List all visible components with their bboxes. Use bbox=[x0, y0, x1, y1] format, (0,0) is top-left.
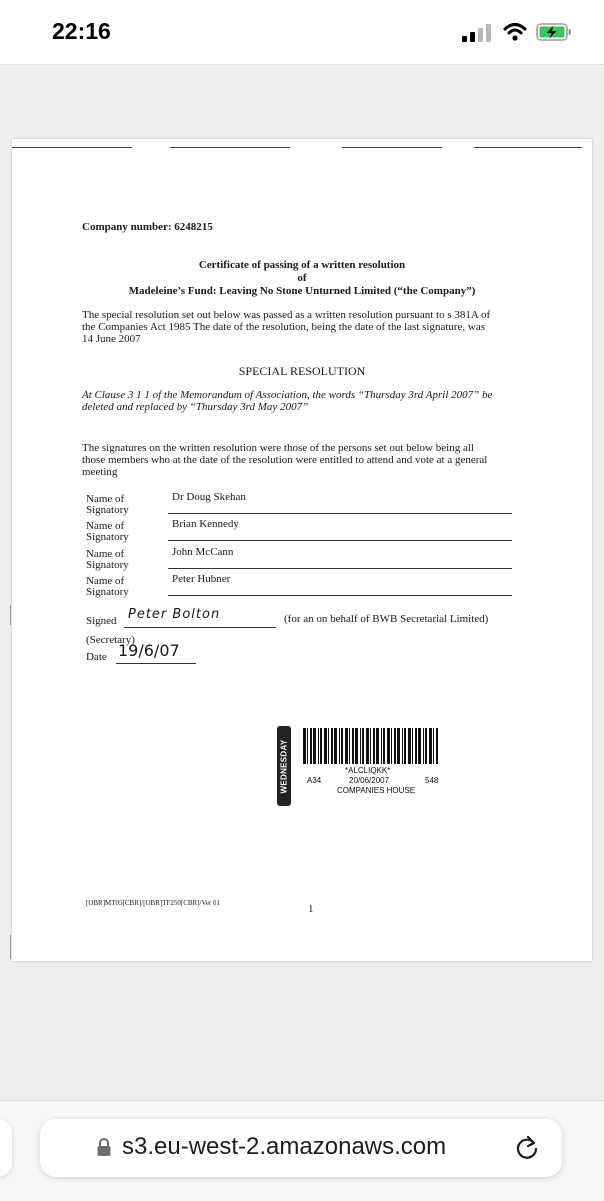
scan-top-line bbox=[474, 147, 582, 148]
barcode-bar bbox=[310, 728, 312, 764]
signatory-name: John McCann bbox=[172, 546, 234, 558]
barcode-bar bbox=[349, 728, 350, 764]
url-text[interactable]: s3.eu-west-2.amazonaws.com bbox=[122, 1133, 447, 1160]
address-bar[interactable] bbox=[40, 1119, 562, 1177]
barcode-bar bbox=[313, 728, 316, 764]
barcode-bar bbox=[334, 728, 337, 764]
barcode-bar bbox=[429, 728, 432, 764]
signatures-intro: The signatures on the written resolution were those of the persons set out below being all bbox=[82, 442, 474, 454]
companies-house-stamp bbox=[277, 724, 447, 814]
resolution-text: At Clause 3 1 1 of the Memorandum of Association, the words “Thursday 3rd April 2007” be bbox=[82, 389, 493, 401]
page-number: 1 bbox=[308, 903, 314, 915]
barcode-bar bbox=[339, 728, 340, 764]
lock-icon bbox=[96, 1137, 112, 1157]
barcode-bar bbox=[381, 728, 382, 764]
barcode-bar bbox=[394, 728, 396, 764]
signature-line bbox=[168, 513, 512, 514]
barcode-bar bbox=[324, 728, 327, 764]
barcode-bar bbox=[404, 728, 406, 764]
barcode-bar bbox=[320, 728, 322, 764]
barcode-bar bbox=[436, 728, 438, 764]
barcode-bar bbox=[362, 728, 364, 764]
stamp-date: 20/06/2007 bbox=[349, 776, 390, 785]
company-number: Company number: 6248215 bbox=[82, 221, 213, 233]
signatory-name: Peter Hubner bbox=[172, 573, 231, 585]
barcode-bar bbox=[376, 728, 379, 764]
barcode-bar bbox=[345, 728, 348, 764]
barcode-bar bbox=[355, 728, 358, 764]
weekday-label: WEDNESDAY bbox=[279, 739, 289, 794]
handwritten-signature: Peter Bolton bbox=[128, 607, 221, 622]
special-resolution-heading: SPECIAL RESOLUTION bbox=[238, 364, 366, 378]
wifi-icon bbox=[503, 22, 527, 42]
barcode-bar bbox=[360, 728, 361, 764]
signatory-name: Dr Doug Skehan bbox=[172, 491, 246, 503]
stamp-office: COMPANIES HOUSE bbox=[337, 786, 416, 795]
date-label: Date bbox=[86, 651, 107, 663]
scan-top-line bbox=[170, 147, 290, 148]
signatory-name: Brian Kennedy bbox=[172, 518, 239, 530]
signature-line bbox=[168, 568, 512, 569]
signatory-label: Name of bbox=[86, 520, 125, 532]
barcode-bar bbox=[402, 728, 403, 764]
barcode-bar bbox=[433, 728, 434, 764]
footer-reference: [OBR]MT05[CBR]/[OBR]TF250[CBR]/Ver 01 bbox=[86, 899, 220, 907]
weekday-tab bbox=[277, 726, 291, 806]
signatory-label: Signatory bbox=[86, 586, 129, 598]
resolution-text: deleted and replaced by “Thursday 3rd May 2007” bbox=[82, 401, 309, 413]
barcode-bar bbox=[318, 728, 319, 764]
barcode-bar bbox=[331, 728, 333, 764]
barcode-bar bbox=[391, 728, 392, 764]
signatory-label: Signatory bbox=[86, 504, 129, 516]
viewer-edge-mark bbox=[10, 935, 11, 959]
status-time: 22:16 bbox=[52, 18, 111, 44]
barcode-bar bbox=[383, 728, 385, 764]
signed-label: Signed bbox=[86, 615, 117, 627]
signature-line bbox=[168, 540, 512, 541]
barcode-bar bbox=[423, 728, 424, 764]
barcode-bar bbox=[387, 728, 390, 764]
signal-icon bbox=[462, 24, 492, 42]
secretary-label: (Secretary) bbox=[86, 634, 135, 646]
intro-line: The special resolution set out below was passed as a written resolution pursuant to s 381A of bbox=[82, 309, 491, 321]
barcode-bar bbox=[303, 728, 306, 764]
intro-line: 14 June 2007 bbox=[82, 333, 141, 345]
signatory-label: Name of bbox=[86, 548, 125, 560]
barcode-bar bbox=[418, 728, 421, 764]
certificate-title: Certificate of passing of a written resolution bbox=[198, 259, 406, 271]
document-page bbox=[12, 139, 592, 961]
stamp-right-code: 548 bbox=[425, 776, 439, 785]
barcode-bar bbox=[370, 728, 371, 764]
scan-top-line bbox=[342, 147, 442, 148]
signatures-intro: meeting bbox=[82, 466, 118, 478]
signatory-label: Signatory bbox=[86, 559, 129, 571]
barcode-bar bbox=[307, 728, 308, 764]
signatory-label: Name of bbox=[86, 493, 125, 505]
barcode-bar bbox=[412, 728, 413, 764]
barcode-bar bbox=[373, 728, 375, 764]
barcode-bar bbox=[415, 728, 417, 764]
document-viewer[interactable] bbox=[0, 65, 604, 1100]
signatory-label: Signatory bbox=[86, 531, 129, 543]
barcode-bar bbox=[328, 728, 329, 764]
barcode-bar bbox=[366, 728, 369, 764]
viewer-edge-mark bbox=[10, 605, 11, 625]
certificate-title-of: of bbox=[297, 272, 307, 284]
barcode-bar bbox=[352, 728, 354, 764]
browser-bottom-bar bbox=[0, 1100, 604, 1201]
signatures-intro: those members who at the date of the resolution were entitled to attend and vote at a general bbox=[82, 454, 488, 466]
barcode-code: *ALCLIQKK* bbox=[345, 766, 391, 775]
signatory-label: Name of bbox=[86, 575, 125, 587]
signed-on-behalf: (for an on behalf of BWB Secretarial Limited) bbox=[284, 613, 489, 625]
barcode-bar bbox=[397, 728, 400, 764]
company-name: Madeleine’s Fund: Leaving No Stone Unturned Limited (“the Company”) bbox=[128, 285, 476, 297]
signed-line bbox=[124, 627, 276, 628]
reload-icon[interactable] bbox=[514, 1135, 540, 1161]
previous-tab-peek[interactable] bbox=[0, 1119, 12, 1177]
barcode bbox=[303, 728, 441, 764]
barcode-bar bbox=[408, 728, 411, 764]
barcode-bar bbox=[341, 728, 343, 764]
barcode-bar bbox=[425, 728, 427, 764]
battery-charging-icon bbox=[536, 22, 572, 42]
handwritten-date: 19/6/07 bbox=[118, 641, 180, 660]
stamp-left-code: A34 bbox=[307, 776, 322, 785]
date-line bbox=[116, 663, 196, 664]
intro-line: the Companies Act 1985 The date of the resolution, being the date of the last signature, was bbox=[82, 321, 486, 333]
status-bar bbox=[0, 0, 604, 65]
signature-line bbox=[168, 595, 512, 596]
scan-top-line bbox=[12, 147, 132, 148]
